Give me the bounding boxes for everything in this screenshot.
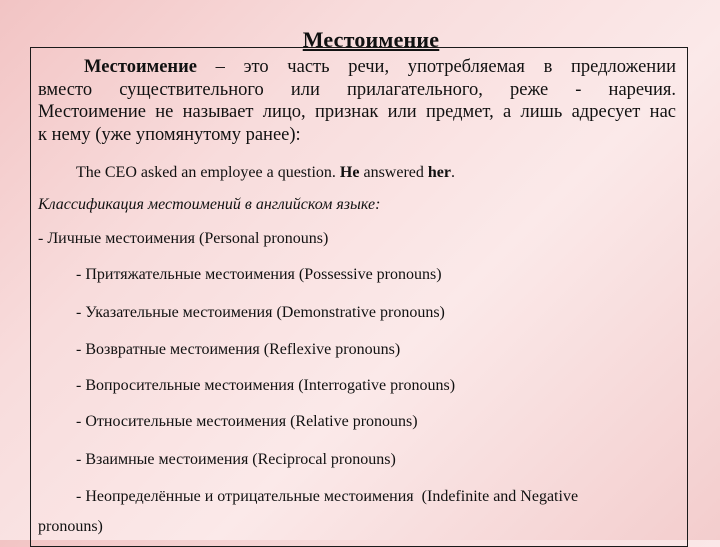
definition-line-1-text: – это часть речи, употребляемая в предложении xyxy=(196,57,676,77)
list-item-interrogative: - Вопросительные местоимения (Interrogative pronouns) xyxy=(76,377,456,394)
definition-term: Местоимение xyxy=(84,57,197,77)
example-he: He xyxy=(339,164,360,181)
definition-line-2: вместо существительного или прилагательного, реже - наречия. xyxy=(38,79,676,100)
list-item-relative: - Относительные местоимения (Relative pronouns) xyxy=(76,413,418,430)
list-item-demonstrative: - Указательные местоимения (Demonstrative pronouns) xyxy=(76,304,445,321)
definition-line-1 xyxy=(38,56,676,79)
list-item-possessive: - Притяжательные местоимения (Possessive pronouns) xyxy=(76,266,442,283)
example-sentence: The CEO asked an employee a question. He answered her. xyxy=(76,164,455,181)
list-item-personal: - Личные местоимения (Personal pronouns) xyxy=(38,230,329,247)
classification-heading: Классификация местоимений в английском языке: xyxy=(38,196,381,213)
definition-paragraph xyxy=(38,56,676,146)
definition-line-4: к нему (уже упомянутому ранее): xyxy=(38,124,301,145)
list-item-indefinite: - Неопределённые и отрицательные местоимения (Indefinite and Negative xyxy=(76,488,579,505)
list-item-reflexive: - Возвратные местоимения (Reflexive pronouns) xyxy=(76,341,401,358)
page-title: Местоимение xyxy=(302,27,440,52)
definition-line-3: Местоимение не называет лицо, признак или предмет, а лишь адресует нас xyxy=(38,102,676,122)
list-item-reciprocal: - Взаимные местоимения (Reciprocal pronouns) xyxy=(76,451,396,468)
list-item-indefinite-continued: pronouns) xyxy=(38,518,103,535)
example-her: her xyxy=(427,164,451,181)
